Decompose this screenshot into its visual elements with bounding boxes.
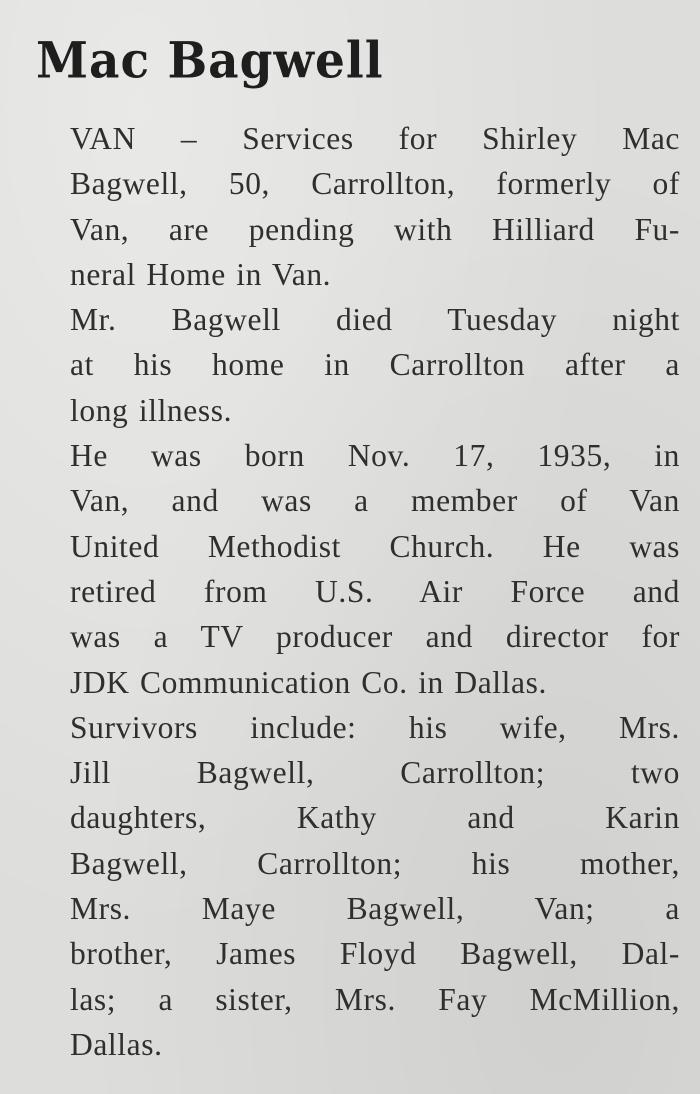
text-line: Van, are pending with Hilliard Fu- — [70, 211, 680, 247]
text-line: at his home in Carrollton after a — [70, 347, 680, 383]
text-line: Jill Bagwell, Carrollton; two — [70, 755, 680, 791]
obituary-headline: Mac Bagwell — [36, 32, 384, 90]
paragraph-services — [36, 116, 680, 297]
obituary-body — [36, 116, 680, 1067]
paragraph-biography — [36, 433, 680, 705]
text-line: brother, James Floyd Bagwell, Dal- — [70, 936, 680, 972]
text-line: was a TV producer and director for — [70, 619, 680, 655]
text-line: long illness. — [70, 392, 233, 428]
text-line: retired from U.S. Air Force and — [70, 573, 680, 609]
text-line: neral Home in Van. — [70, 256, 332, 292]
text-line: United Methodist Church. He was — [70, 528, 680, 564]
text-line: Bagwell, 50, Carrollton, formerly of — [70, 166, 680, 202]
text-line: He was born Nov. 17, 1935, in — [70, 438, 680, 474]
text-line: Van, and was a member of Van — [70, 483, 680, 519]
text-line: Mrs. Maye Bagwell, Van; a — [70, 891, 680, 927]
paragraph-death — [36, 297, 680, 433]
text-line: daughters, Kathy and Karin — [70, 800, 680, 836]
text-line: las; a sister, Mrs. Fay McMillion, — [70, 981, 680, 1017]
text-line: Bagwell, Carrollton; his mother, — [70, 845, 680, 881]
text-line: Survivors include: his wife, Mrs. — [70, 709, 680, 745]
text-line: JDK Communication Co. in Dallas. — [70, 664, 547, 700]
text-line: Mr. Bagwell died Tuesday night — [70, 302, 680, 338]
text-line: VAN – Services for Shirley Mac — [70, 121, 680, 156]
paragraph-survivors — [36, 705, 680, 1067]
text-line: Dallas. — [70, 1026, 163, 1062]
